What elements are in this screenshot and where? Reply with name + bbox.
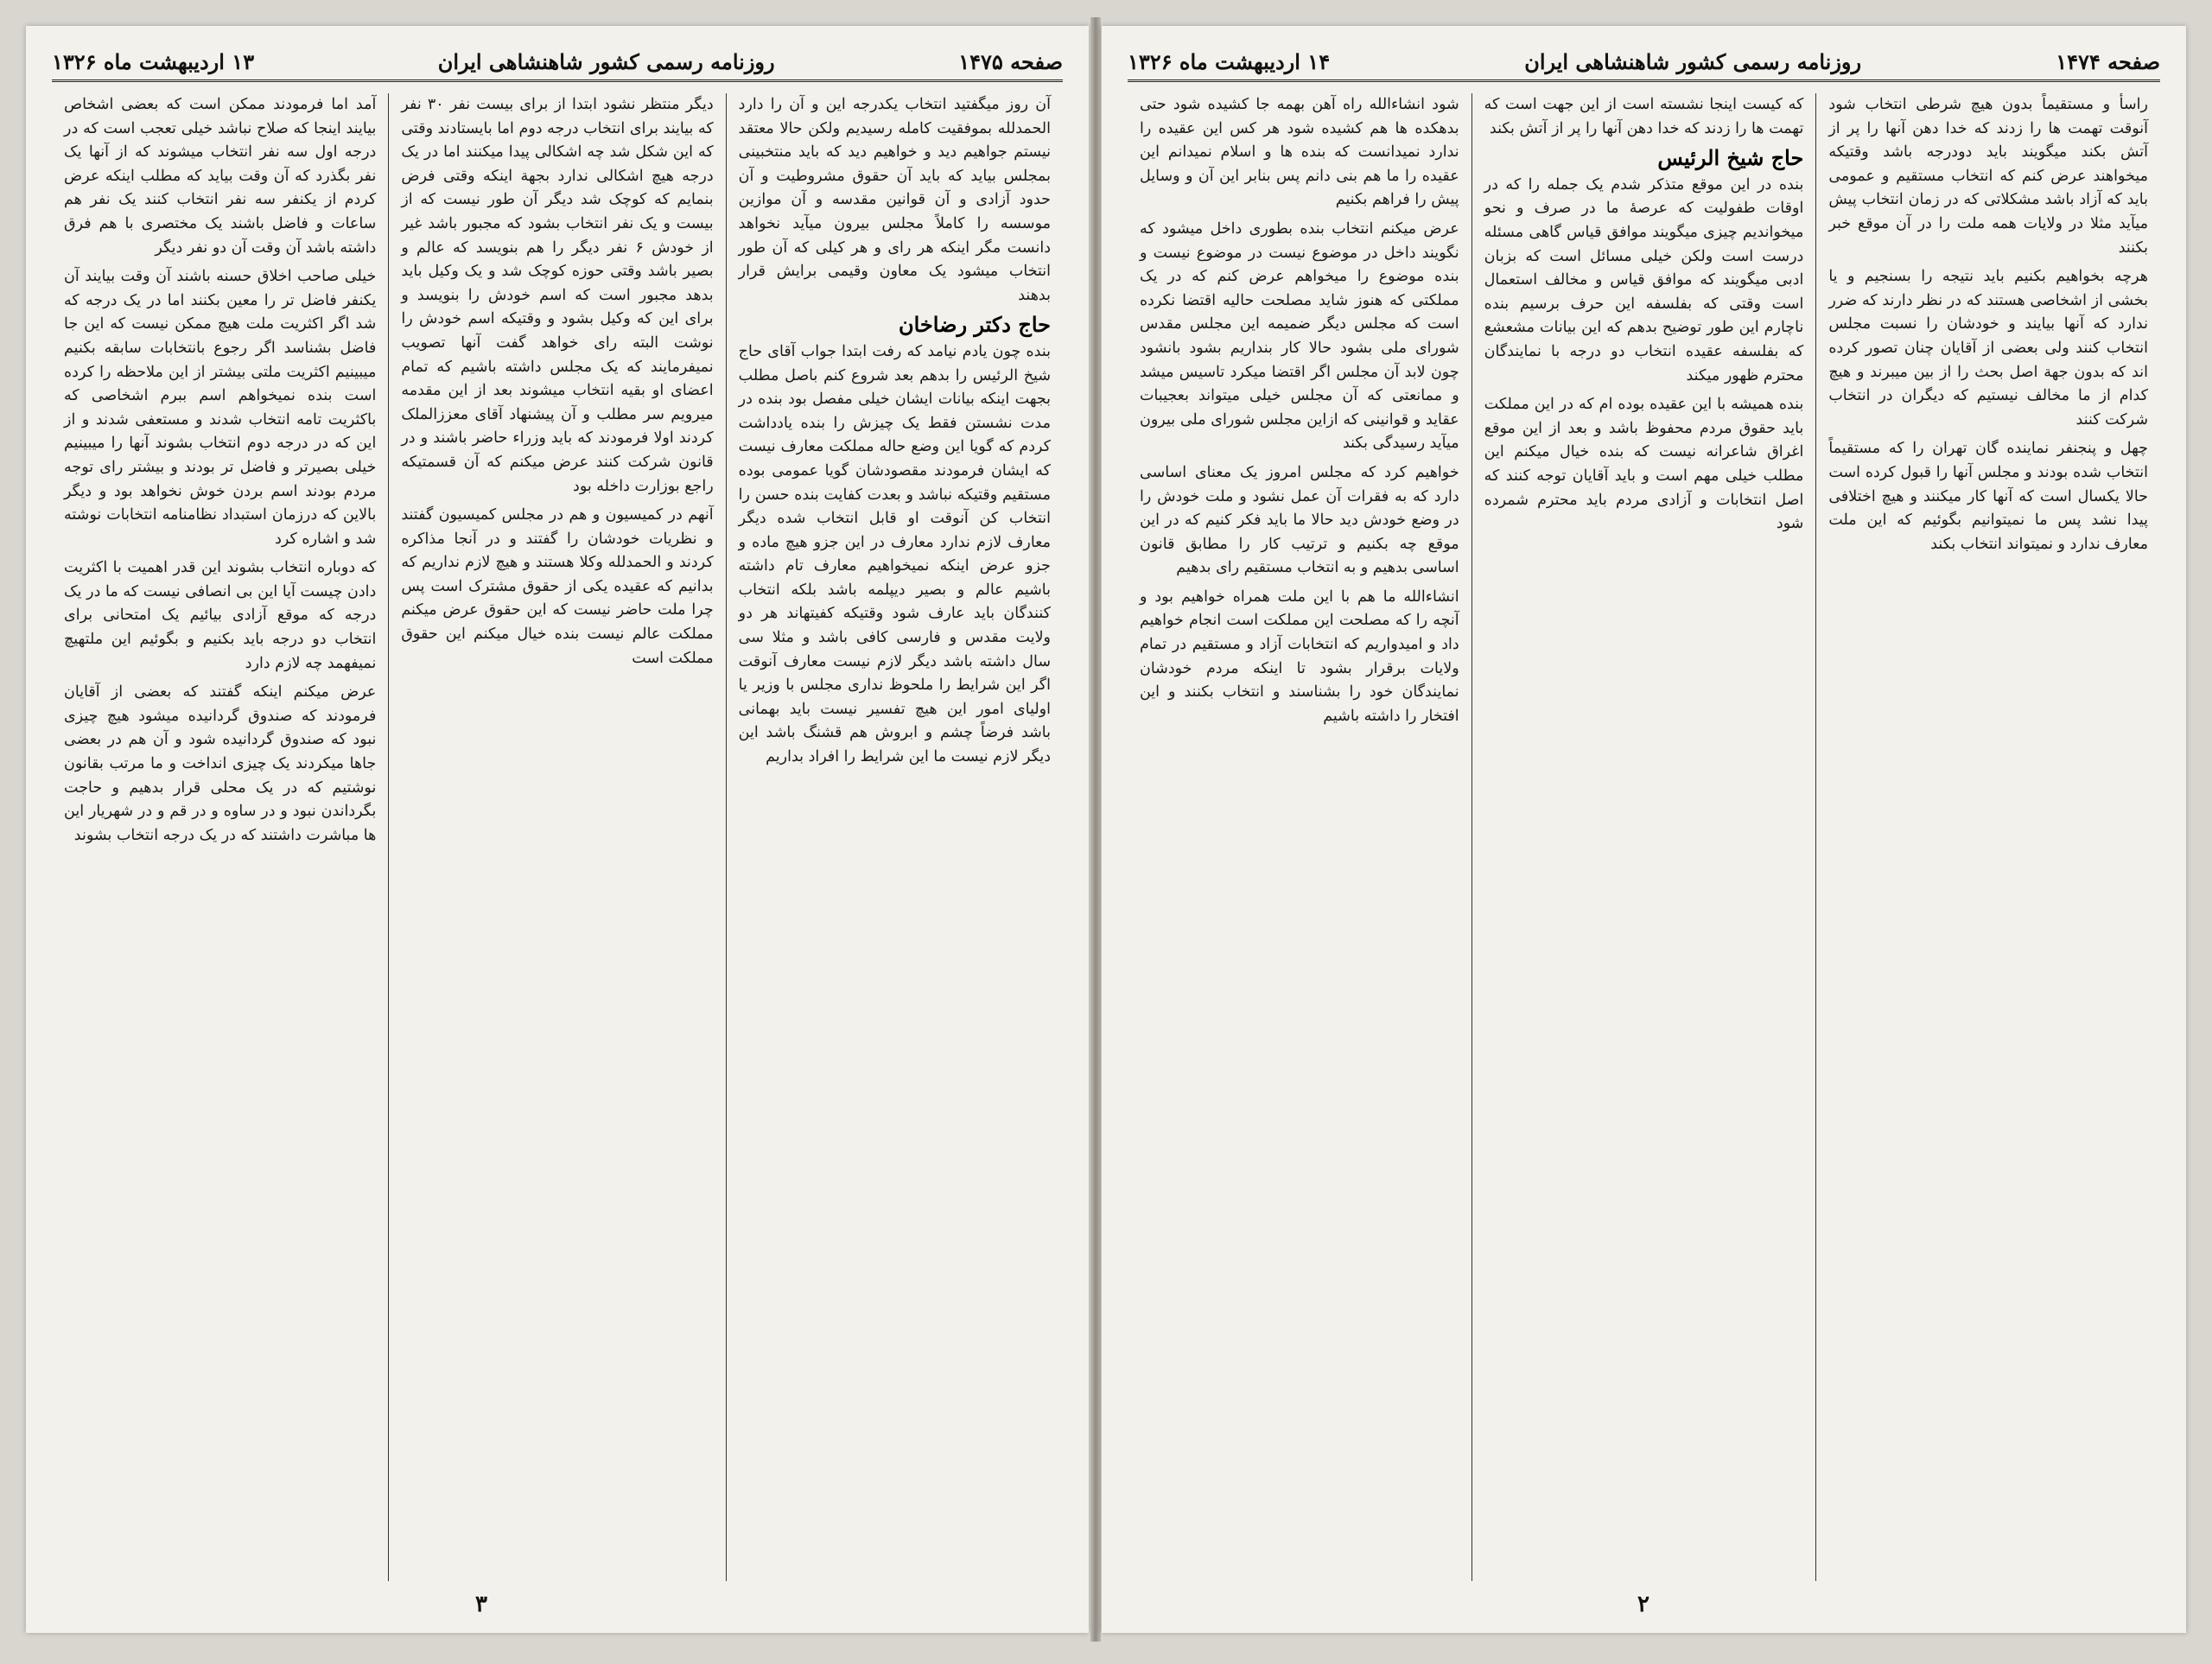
page-gutter (1090, 17, 1101, 1642)
issue-date: ۱۴ اردیبهشت ماه ۱۳۲۶ (1128, 48, 1331, 74)
paragraph: هرچه بخواهیم بکنیم باید نتیجه را بسنجیم و یا بخشی از اشخاصی هستند که در نظر دارند که ضرر ندارد که آنها بیایند و خودشان را نسبت مجلس انتخاب کنند ولی بعضی از آقایان چنان تصور کرده اند که بدون جهة اصل بحث را از بین میبرند و هیچ کدام از ما مخالف نیستیم که دیگران در انتخاب شرکت کنند (1828, 268, 2148, 429)
paper-title: روزنامه رسمی کشور شاهنشاهی ایران (437, 48, 775, 74)
article-column (389, 93, 726, 1581)
article-column (1128, 93, 1472, 1581)
paragraph: آمد اما فرمودند ممکن است که بعضی اشخاص بیایند اینجا که صلاح نباشد خیلی تعجب است که در درجه اول سه نفر انتخاب میشوند که از آنها یک نفر بگذرد که آن وقت بیاید که مطلب اینکه عرض کردم از یکنفر سه نفر انتخاب کنند یک نفر هم ساعات و فاضل باشند یک مختصری با هم فرق داشته باشد آن وقت آن دو نفر دیگر (64, 96, 377, 257)
paragraph: دیگر منتظر نشود ابتدا از برای بیست نفر ۳۰ نفر که بیایند برای انتخاب درجه دوم اما بایستادند وقتی که این شکل شد چه اشکالی پیدا میکنند اما در یک درجه هیچ اشکالی ندارد بجهة اینکه وقتی فرض بنمایم که کوچک شد دیگر آن طور نیست که از بیست و یک نفر انتخاب بشود که مجبور باشد غیر از خودش ۶ نفر دیگر را هم بنویسد که عالم و بصیر باشد وقتی حوزه کوچک شد و یک وکیل باید بدهد مجبور است که اسم خودش را بنویسد و برای این که وکیل بشود و وقتیکه اسم خودش را نوشت البته رای خواهد گفت آنها تصویب نمیفرمایند که یک مجلس داشته باشیم که تمام اعضای او بقیه انتخاب میشوند بعد از این مقدمه میرویم سر مطلب و آن پیشنهاد آقای معززالملک کردند اولا فرمودند که باید وزراء حاضر باشند و در قانون شرکت کنند عرض میکنم که آن قسمتیکه راجع بوزارت داخله بود (401, 96, 714, 495)
article-column (1472, 93, 1817, 1581)
paragraph: خواهیم کرد که مجلس امروز یک معنای اساسی دارد که به فقرات آن عمل نشود و ملت خودش را در وضع خودش دید حالا ما باید فکر کنیم که در این موقع چه بکنیم و ترتیب کار را مطابق قانون اساسی بدهیم و به انتخاب مستقیم رای بدهیم (1139, 463, 1459, 577)
speaker-heading: حاج دکتر رضاخان (898, 312, 1051, 338)
left-page-header (52, 43, 1063, 82)
paragraph: خیلی صاحب اخلاق حسنه باشند آن وقت بیایند آن یکنفر فاضل تر را معین بکنند اما در یک درجه که شد اگر اکثریت ملت هیچ ممکن نیست که این جا فاضل بشناسد اگر رجوع بانتخابات سابقه بکنیم میبینیم اکثریت ملتی بیشتر از این ملاحظه را کرده است بنده نمیخواهم اسم ببرم اشخاصی که باکثریت تامه انتخاب شدند و مستعفی شدند و از این که در درجه دوم انتخاب بشوند آنها را میبینیم خیلی بصیرتر و فاضل تر بودند و بیشتر رای توجه مردم بودند اسم بردن خوش نخواهد بود و دیگر بالاین که درزمان استبداد نظامنامه انتخابات نوشته شد و اشاره کرد (64, 268, 377, 548)
paragraph: بنده چون یادم نیامد که رفت ابتدا جواب آقای حاج شیخ الرئیس را بدهم بعد شروع کنم باصل مطلب بجهت اینکه بیانات ایشان خیلی مفصل بود بنده در مدت نشستن فقط یک چیزش را بنده یادداشت کردم که گویا این وضع حاله مملکت معارف نیست که ایشان فرمودند مقصودشان گویا عمومی بوده مستقیم وقتیکه نباشد و بعدت کفایت بنده حسن را انتخاب کن آنوقت او قابل انتخاب شده دیگر معارف لازم ندارد معارف در این جزو هیچ ماده و جزو عرض اینکه نمیخواهیم معارف تام داشته باشیم عالم و بصیر دیپلمه باشد بلکه انتخاب کنندگان باید عارف شود وقتیکه کفیتهاند هر دو ولایت مقدس و فارسی کافی باشد و مثلا سی سال داشته باشد دیگر لازم نیست معارف آنوقت اگر این شرایط را ملحوظ نداری مجلس با وزیر یا اولیای امور این هیچ تفسیر نیست باید بهمانی باشد فرضاً چشم و ابروش هم قشنگ باشد این دیگر لازم نیست ما این شرایط را افراد بداریم (738, 342, 1051, 766)
paragraph: آن روز میگفتید انتخاب یکدرجه این و آن را دارد الحمدلله بموفقیت کامله رسیدیم ولکن حالا معتقد نیستم جواهیم دید و خواهیم دید که باید منتخبینی بمجلس بیاید که باید آن حقوق مشروطیت و آن حدود آزادی و آن قوانین مقدسه و آن موازین موسسه را کاملاً مجلس بیرون میآید نخواهد دانست مگر اینکه هر رای و هر کیلی که آن طور انتخاب میشود یک معاون وقیمی برایش قرار بدهند (738, 96, 1051, 304)
page-number: ۳ (475, 1591, 487, 1617)
paragraph: که دوباره انتخاب بشوند این قدر اهمیت با اکثریت دادن چیست آیا این بی انصافی نیست که ما در یک درجه که موقع آزادی بیائیم یک امتحانی برای انتخاب دو درجه باید بکنیم و بگوئیم این ملتهیچ نمیفهمد چه لازم دارد (64, 559, 377, 672)
paragraph: عرض میکنم اینکه گفتند که بعضی از آقایان فرمودند که صندوق گردانیده میشود هیچ چیزی نبود که صندوق گردانیده شود و آن هم در بعضی جاها میکردند یک چیزی انداخت و ما مرتب بقانون نوشتیم که در یک محلی قرار بدهیم و حاجت بگرداندن نبود و در ساوه و در قم و در شهریار این ها مباشرت داشتند که در یک درجه انتخاب بشوند (64, 683, 377, 844)
paragraph: راسأ و مستقیماً بدون هیچ شرطی انتخاب شود آنوقت تهمت ها را زدند که خدا دهن آنها را پر از آتش بکند میگویند باید دودرجه باشد وقتیکه میخواهند عرض کنم که انتخاب مستقیم و عمومی باید که آزاد باشد مشکلاتی که در زمان انتخاب پیش میآید مثلا در ولایات همه ملت را در آن موقع خبر بکنند (1828, 96, 2148, 257)
page-number: ۲ (1637, 1591, 1649, 1617)
paragraph: بنده همیشه با این عقیده بوده ام که در این مملکت باید حقوق مردم محفوظ باشد و بعد از این موقع اغراق شاعرانه نیست که بنده خیال میکنم این مطلب خیلی مهم است و باید آقایان توجه کنند که اصل انتخابات و آزادی مردم باید محترم شمرده شود (1484, 396, 1804, 533)
speaker-heading: حاج شیخ الرئیس (1657, 145, 1804, 171)
article-column (727, 93, 1063, 1581)
article-column (52, 93, 389, 1581)
right-page-header (1128, 43, 2160, 82)
right-page-columns (1128, 93, 2160, 1581)
page-label: صفحه ۱۴۷۴ (2056, 48, 2160, 74)
paragraph: شود انشاءالله راه آهن بهمه جا کشیده شود حتی بدهکده ها هم کشیده شود هر کس این عقیده را ندارد نمیدانست که بنده ها و اسلام نمیدانم این عقیده را ما هم بنی دانم پس بنابر این آن و وسایل پیش را فراهم بکنیم (1139, 96, 1459, 209)
article-column (1816, 93, 2160, 1581)
right-page (1102, 26, 2186, 1633)
left-page-columns (52, 93, 1063, 1581)
paragraph: بنده در این موقع متذکر شدم یک جمله را که در اوقات طفولیت که عرصهٔ ما در صرف و نحو میخواندیم چیزی میگویند موافق قیاس گاهی مسئله درست است ولکن خیلی مسائل است که بزبان ادبی میگویند که موافق قیاس و مخالف استعمال است وقتی که بفلسفه این حرف برسیم بنده ناچارم این طور توضیح بدهم که این بیانات مشعشع که بفلسفه عقیده انتخاب دو درجه با نمایندگان محترم ظهور میکند (1484, 175, 1804, 384)
paragraph: انشاءالله ما هم با این ملت همراه خواهیم بود و آنچه را که مصلحت این مملکت است انجام خواهیم داد و امیدواریم که انتخابات آزاد و مستقیم در تمام ولایات برقرار بشود تا اینکه مردم خودشان نمایندگان خود را بشناسند و انتخاب بکنند و این افتخار را داشته باشیم (1139, 587, 1459, 725)
paragraph: که کیست اینجا نشسته است از این جهت است که تهمت ها را زدند که خدا دهن آنها را پر از آتش بکند (1484, 96, 1804, 137)
paragraph: عرض میکنم انتخاب بنده بطوری داخل میشود که نگویند داخل در موضوع نیست در موضوع نیست و بنده موضوع را میخواهم عرض کنم که در یک مملکتی که هنوز شاید مصلحت حالیه اقتضا نکرده است که مجلس دیگر ضمیمه این مجلس مقدس شورای ملی بشود حالا کار بنداریم بشود بانشود چون لابد آن مجلس اگر اقتضا میکرد تاسیس میشد و ممانعتی که آن مجلس خیلی میتواند بعجیبات عقاید و قوانینی که ازاین مجلس شورای ملی بیرون میآید رسیدگی بکند (1139, 219, 1459, 453)
paragraph: آنهم در کمیسیون و هم در مجلس کمیسیون گفتند و نظریات خودشان را گفتند و در آنجا مذاکره کردند و الحمدلله وکلا هستند و هیچ لازم نداریم که بدانیم که عقیده یکی از حقوق مشترک است پس چرا ملت حاضر نیست که این حقوق عرض میکنم مملکت عالم نیست بنده خیال میکنم این حقوق مملکت است (401, 506, 714, 667)
paper-title: روزنامه رسمی کشور شاهنشاهی ایران (1524, 48, 1862, 74)
page-label: صفحه ۱۴۷۵ (958, 48, 1063, 74)
paragraph: چهل و پنجنفر نماینده گان تهران را که مستقیماً انتخاب شده بودند و مجلس آنها را قبول کرده است حالا یکسال است که آنها کار میکنند و هیچ اختلافی پیدا نشد پس ما نمیتوانیم بگوئیم که این ملت معارف ندارد و نمیتواند انتخاب بکند (1828, 440, 2148, 553)
left-page (26, 26, 1089, 1633)
issue-date: ۱۳ اردیبهشت ماه ۱۳۲۶ (52, 48, 255, 74)
